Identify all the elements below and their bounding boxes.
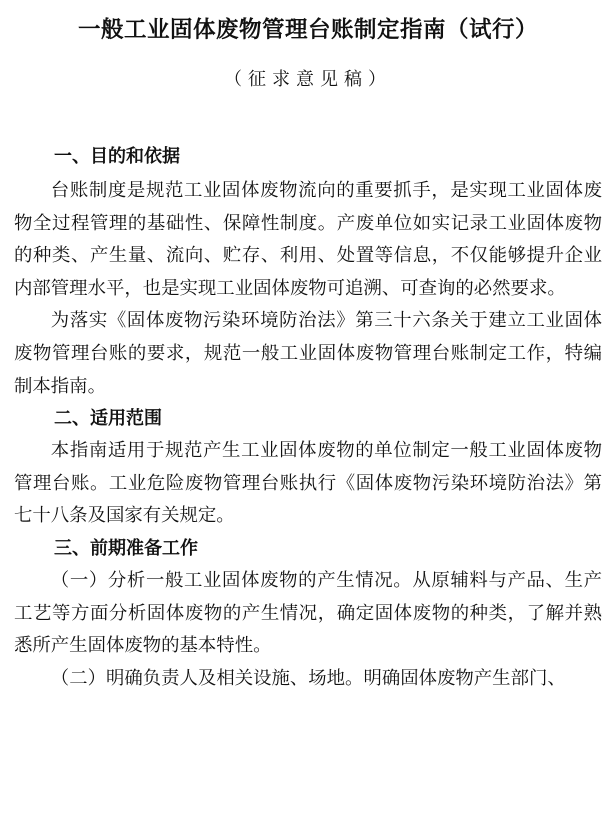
section-heading-scope: 二、适用范围: [54, 408, 162, 430]
paragraph-purpose-2: 为落实《固体废物污染环境防治法》第三十六条关于建立工业固体废物管理台账的要求，规范一般工业固体废物管理台账制定工作，特编制本指南。: [14, 310, 602, 397]
document-body: [14, 141, 602, 695]
paragraph-purpose-1: 台账制度是规范工业固体废物流向的重要抓手，是实现工业固体废物全过程管理的基础性、保障性制度。产废单位如实记录工业固体废物的种类、产生量、流向、贮存、利用、处置等信息，不仅能够提升企业内部管理水平，也是实现工业固体废物可追溯、可查询的必然要求。: [14, 180, 602, 299]
paragraph-preparation-1: （一）分析一般工业固体废物的产生情况。从原辅料与产品、生产工艺等方面分析固体废物的产生情况，确定固体废物的种类，了解并熟悉所产生固体废物的基本特性。: [14, 569, 602, 657]
paragraph-preparation-2: （二）明确负责人及相关设施、场地。明确固体废物产生部门、: [50, 667, 566, 689]
document-subtitle: （征求意见稿）: [224, 69, 392, 90]
paragraph-scope-1: 本指南适用于规范产生工业固体废物的单位制定一般工业固体废物管理台账。工业危险废物管理台账执行《固体废物污染环境防治法》第七十八条及国家有关规定。: [14, 440, 602, 527]
section-heading-purpose: 一、目的和依据: [54, 146, 180, 167]
document-title: 一般工业固体废物管理台账制定指南（试行）: [77, 17, 538, 43]
section-heading-preparation: 三、前期准备工作: [54, 537, 198, 559]
